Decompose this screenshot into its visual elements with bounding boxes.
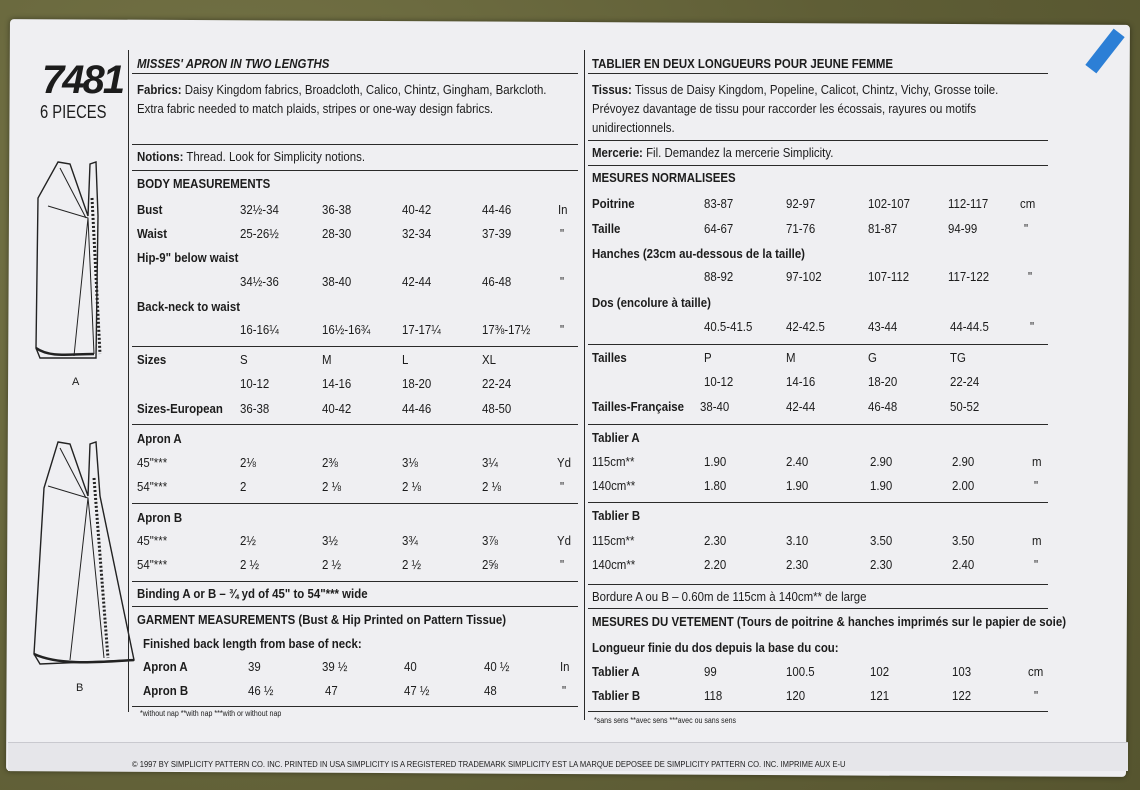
cell: 97-102 (786, 269, 822, 284)
finished-length: Finished back length from base of neck: (143, 636, 362, 651)
row-label: 45"*** (137, 455, 168, 470)
cell: G (868, 350, 877, 365)
cell: 48-50 (482, 401, 512, 416)
cell: 2 ⅛ (482, 479, 502, 494)
rule (588, 73, 1048, 74)
center-divider (584, 50, 585, 720)
apron-a-illustration (30, 158, 130, 363)
cell: 81-87 (868, 221, 898, 236)
cell: 32½-34 (240, 202, 279, 217)
cell: 99 (704, 664, 717, 679)
vet-b-label: Tablier B (592, 688, 641, 703)
waist-label: Waist (137, 226, 168, 241)
rule (132, 73, 578, 74)
cell: 64-67 (704, 221, 734, 236)
fr-footnote: *sans sens **avec sens ***avec ou sans sens (594, 716, 737, 725)
sizes-label: Sizes (137, 352, 167, 367)
vet-a-label: Tablier A (592, 664, 640, 679)
apron-a-label: Apron A (137, 431, 182, 446)
tailles-label: Tailles (592, 350, 627, 365)
cell: 102 (870, 664, 890, 679)
cell: XL (482, 352, 496, 367)
cell: 16½-16¾ (322, 322, 371, 337)
apron-b-illustration (30, 438, 140, 670)
notions-label: Notions: (137, 149, 184, 164)
cell: 39 (248, 659, 261, 674)
cell: 28-30 (322, 226, 352, 241)
rule (132, 346, 578, 347)
unit: " (560, 479, 565, 494)
cell: 2.40 (786, 454, 809, 469)
cell: 2⅜ (322, 455, 338, 470)
en-footnote: *without nap **with nap ***with or without nap (140, 709, 282, 718)
dos-label: Dos (encolure à taille) (592, 295, 711, 310)
unit: " (560, 557, 565, 572)
cell: 1.90 (786, 478, 809, 493)
row-label: 115cm** (592, 533, 635, 548)
cell: 46 ½ (248, 683, 274, 698)
fr-title: TABLIER EN DEUX LONGUEURS POUR JEUNE FEMME (592, 56, 894, 71)
cell: 37-39 (482, 226, 512, 241)
cell: 40 (404, 659, 417, 674)
cell: 118 (704, 688, 723, 703)
hanches-label: Hanches (23cm au-dessous de la taille) (592, 246, 806, 261)
cell: TG (950, 350, 966, 365)
cell: 2.20 (704, 557, 727, 572)
rule (132, 170, 578, 171)
cell: 40.5-41.5 (704, 319, 753, 334)
row-label: 54"*** (137, 479, 168, 494)
cell: 40-42 (322, 401, 352, 416)
tissus-label: Tissus: (592, 82, 632, 97)
tablier-b-label: Tablier B (592, 508, 641, 523)
cell: 2⅛ (240, 455, 256, 470)
cell: 112-117 (948, 196, 989, 211)
cell: 22-24 (950, 374, 980, 389)
cell: 17⅜-17½ (482, 322, 531, 337)
tablier-a-label: Tablier A (592, 430, 640, 445)
cell: 2½ (240, 533, 256, 548)
cell: 18-20 (868, 374, 898, 389)
unit: " (1030, 319, 1035, 334)
cell: 32-34 (402, 226, 432, 241)
copyright-footer: © 1997 BY SIMPLICITY PATTERN CO. INC. PRINTED IN USA SIMPLICITY IS A REGISTERED TRADEMARK SIMPLICITY EST LA MARQUE DEPOSEE DE SIMPLICITY PATTERN CO. INC. IMPRIME AUX E-U (132, 760, 846, 769)
rule (588, 584, 1048, 585)
pieces-count: 6 PIECES (40, 102, 107, 122)
mercerie-label: Mercerie: (592, 145, 643, 160)
unit: m (1032, 533, 1042, 548)
row-label: 140cm** (592, 478, 636, 493)
cell: 2 ½ (402, 557, 422, 572)
en-notions (137, 149, 365, 165)
cell: 2⅝ (482, 557, 498, 572)
cell: 18-20 (402, 376, 432, 391)
unit: " (562, 683, 567, 698)
apron-b-label: Apron B (137, 510, 183, 525)
sizes-eu-label: Sizes-European (137, 401, 223, 416)
view-label-a: A (72, 376, 80, 388)
cell: 94-99 (948, 221, 978, 236)
tailles-fr-label: Tailles-Française (592, 399, 685, 414)
rule (132, 424, 578, 425)
cell: 107-112 (868, 269, 910, 284)
cell: 36-38 (322, 202, 352, 217)
cell: 2 ⅛ (322, 479, 342, 494)
rule (588, 140, 1048, 141)
cell: 10-12 (704, 374, 734, 389)
cell: 121 (870, 688, 890, 703)
cell: 122 (952, 688, 972, 703)
garment-b-label: Apron B (143, 683, 189, 698)
cell: 38-40 (322, 274, 352, 289)
cell: 34½-36 (240, 274, 279, 289)
row-label: 140cm** (592, 557, 636, 572)
rule (132, 606, 578, 607)
cell: 2 ½ (240, 557, 260, 572)
rule (588, 165, 1048, 166)
rule (588, 608, 1048, 609)
unit: " (1034, 557, 1039, 572)
cell: 48 (484, 683, 497, 698)
longueur-finie: Longueur finie du dos depuis la base du cou: (592, 640, 839, 655)
cell: 14-16 (786, 374, 816, 389)
cell: 71-76 (786, 221, 816, 236)
bust-label: Bust (137, 202, 163, 217)
unit: cm (1020, 196, 1036, 211)
vetement-heading: MESURES DU VETEMENT (Tours de poitrine & hanches imprimés sur le papier de soie) (592, 614, 1067, 629)
cell: 3.10 (786, 533, 809, 548)
cell: 1.90 (704, 454, 727, 469)
unit: Yd (557, 533, 571, 548)
cell: 102-107 (868, 196, 910, 211)
cell: S (240, 352, 248, 367)
fr-mercerie (592, 145, 833, 161)
body-measurements-heading: BODY MEASUREMENTS (137, 176, 271, 191)
cell: M (322, 352, 332, 367)
cell: 40-42 (402, 202, 432, 217)
rule (588, 502, 1048, 503)
cell: 88-92 (704, 269, 734, 284)
cell: 17-17¼ (402, 322, 441, 337)
cell: 120 (786, 688, 806, 703)
back-label: Back-neck to waist (137, 299, 241, 314)
rule (588, 711, 1048, 712)
cell: 2 (240, 479, 247, 494)
fabrics-label: Fabrics: (137, 82, 182, 97)
cell: 47 (325, 683, 338, 698)
mesures-heading: MESURES NORMALISEES (592, 170, 736, 185)
cell: 2.30 (786, 557, 809, 572)
cell: 103 (952, 664, 972, 679)
cell: 2.90 (870, 454, 893, 469)
cell: 44-46 (402, 401, 432, 416)
cell: 22-24 (482, 376, 512, 391)
rule (132, 503, 578, 504)
row-label: 54"*** (137, 557, 168, 572)
cell: 2.30 (704, 533, 727, 548)
unit: " (1034, 688, 1039, 703)
cell: 117-122 (948, 269, 990, 284)
unit: In (558, 202, 568, 217)
cell: M (786, 350, 796, 365)
cell: 42-42.5 (786, 319, 825, 334)
rule (588, 344, 1048, 345)
cell: 44-44.5 (950, 319, 989, 334)
unit: In (560, 659, 570, 674)
unit: " (1028, 269, 1033, 284)
cell: 100.5 (786, 664, 815, 679)
cell: 42-44 (402, 274, 432, 289)
rule (588, 424, 1048, 425)
unit: m (1032, 454, 1042, 469)
cell: 50-52 (950, 399, 980, 414)
cell: 83-87 (704, 196, 734, 211)
cell: 16-16¼ (240, 322, 279, 337)
cell: 46-48 (868, 399, 898, 414)
cell: 2.00 (952, 478, 975, 493)
garment-heading: GARMENT MEASUREMENTS (Bust & Hip Printed on Pattern Tissue) (137, 612, 507, 627)
cell: 2.40 (952, 557, 975, 572)
cell: 3⅞ (482, 533, 498, 548)
cell: 3.50 (952, 533, 975, 548)
cell: 39 ½ (322, 659, 348, 674)
cell: 40 ½ (484, 659, 510, 674)
tissus-line3: unidirectionnels. (592, 120, 675, 135)
cell: P (704, 350, 712, 365)
cell: 2.30 (870, 557, 893, 572)
cell: L (402, 352, 409, 367)
unit: Yd (557, 455, 571, 470)
mercerie-text: Fil. Demandez la mercerie Simplicity. (646, 145, 834, 160)
tissus-line1: Tissus de Daisy Kingdom, Popeline, Calicot, Chintz, Vichy, Grosse toile. (634, 82, 999, 97)
cell: 2.90 (952, 454, 975, 469)
row-label: 45"*** (137, 533, 168, 548)
unit: " (1034, 478, 1039, 493)
cell: 3¾ (402, 533, 418, 548)
garment-a-label: Apron A (143, 659, 188, 674)
left-divider (128, 50, 129, 712)
cell: 47 ½ (404, 683, 430, 698)
taille-label: Taille (592, 221, 621, 236)
en-title: MISSES' APRON IN TWO LENGTHS (137, 56, 330, 71)
cell: 46-48 (482, 274, 512, 289)
cell: 1.90 (870, 478, 893, 493)
hip-label: Hip-9" below waist (137, 250, 239, 265)
unit: " (560, 322, 565, 337)
bordure-note: Bordure A ou B – 0.60m de 115cm à 140cm** de large (592, 589, 867, 604)
cell: 10-12 (240, 376, 270, 391)
view-label-b: B (76, 682, 84, 694)
rule (132, 144, 578, 145)
fabrics-line2: Extra fabric needed to match plaids, stripes or one-way design fabrics. (137, 101, 494, 116)
cell: 92-97 (786, 196, 816, 211)
cell: 2 ½ (322, 557, 342, 572)
pattern-number: 7481 (42, 58, 123, 102)
binding-note: Binding A or B – ¾ yd of 45" to 54"*** wide (137, 586, 368, 601)
cell: 3⅛ (402, 455, 418, 470)
cell: 36-38 (240, 401, 270, 416)
cell: 3½ (322, 533, 338, 548)
cell: 25-26½ (240, 226, 279, 241)
unit: " (560, 274, 565, 289)
poitrine-label: Poitrine (592, 196, 635, 211)
cell: 3¼ (482, 455, 498, 470)
rule (132, 581, 578, 582)
cell: 43-44 (868, 319, 898, 334)
unit: cm (1028, 664, 1044, 679)
cell: 38-40 (700, 399, 730, 414)
tissus-line2: Prévoyez davantage de tissu pour raccorder les écossais, rayures ou motifs (592, 101, 977, 116)
cell: 2 ⅛ (402, 479, 422, 494)
unit: " (1024, 221, 1029, 236)
unit: " (560, 226, 565, 241)
cell: 44-46 (482, 202, 512, 217)
cell: 42-44 (786, 399, 816, 414)
cell: 3.50 (870, 533, 893, 548)
fr-tissus (592, 82, 998, 98)
row-label: 115cm** (592, 454, 635, 469)
cell: 14-16 (322, 376, 352, 391)
notions-text: Thread. Look for Simplicity notions. (186, 149, 366, 164)
cell: 1.80 (704, 478, 727, 493)
en-fabrics (137, 82, 546, 98)
fabrics-line1: Daisy Kingdom fabrics, Broadcloth, Calico, Chintz, Gingham, Barkcloth. (184, 82, 547, 97)
